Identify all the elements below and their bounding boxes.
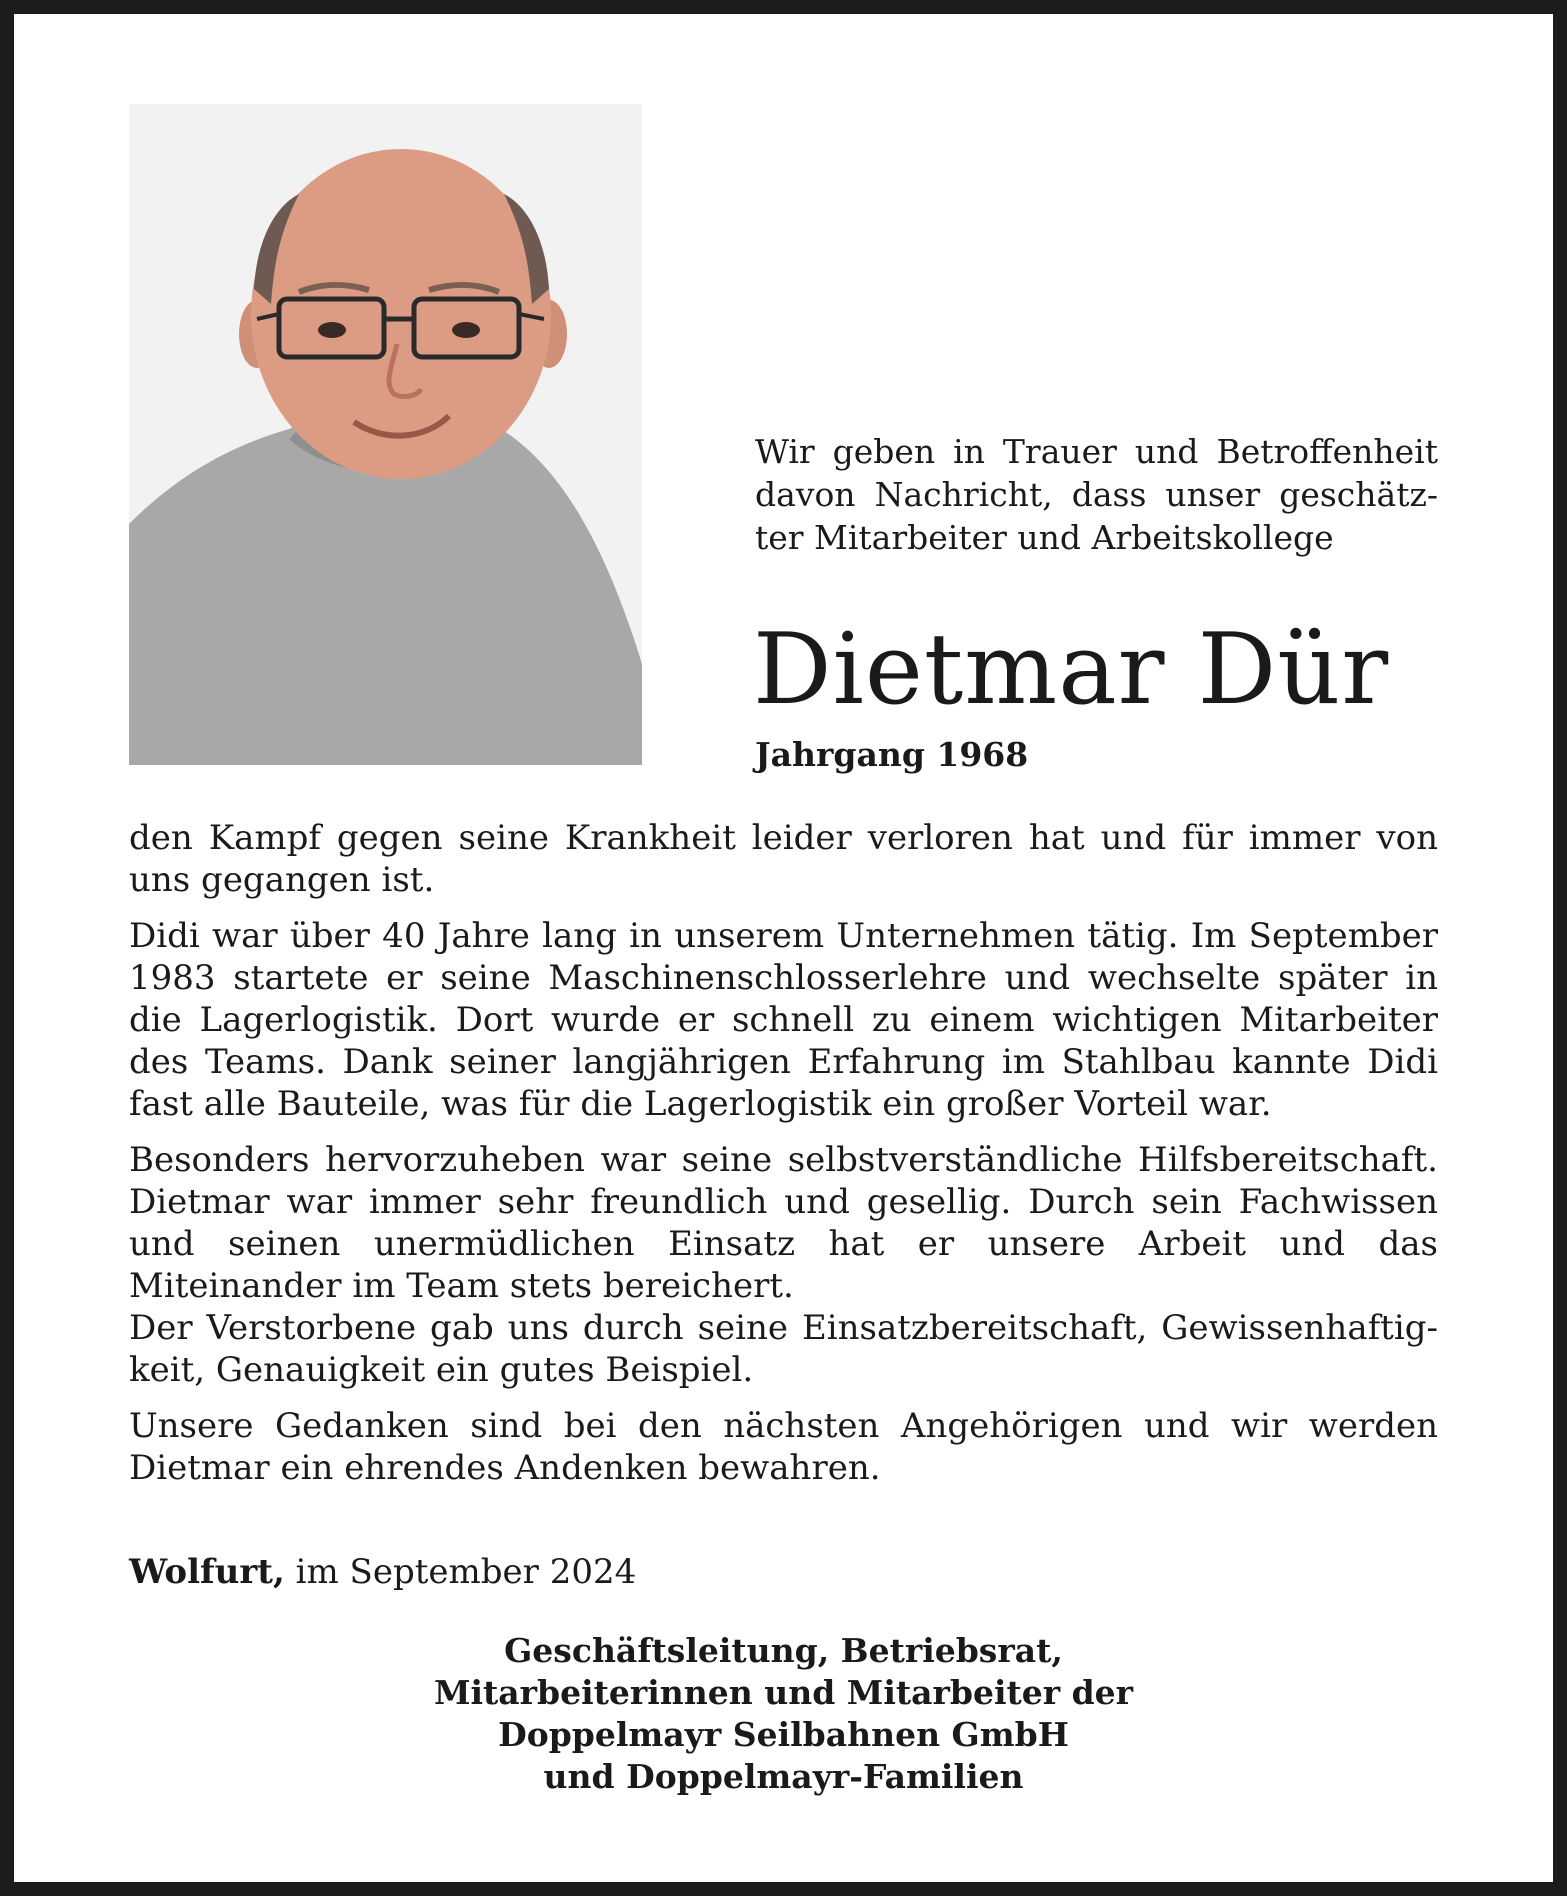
birth-year-label: Jahrgang 1968 [755,735,1029,774]
signature-line-4: und Doppelmayr-Familien [543,1757,1024,1796]
date-text: im September 2024 [284,1552,637,1592]
portrait-photo [129,104,642,765]
paragraph-3: Besonders hervorzuheben war seine selbstverständliche Hilfsbereitschaft. Dietmar war immer sehr freundlich und gesellig. Durch sein Fachwissen und seinen unermüdlichen Einsatz hat er unsere Arbeit und das Miteinander im Team stets bereichert. [129,1140,1438,1306]
paragraph-4: Der Verstorbene gab uns durch seine Einsatzbereitschaft, Gewissenhaftigkeit, Genauigkeit ein gutes Beispiel. [129,1308,1438,1390]
signature-line-1: Geschäftsleitung, Betriebsrat, [504,1631,1063,1670]
obituary-body [129,817,1438,1503]
paragraph-1: den Kampf gegen seine Krankheit leider verloren hat und für immer von uns gegangen ist. [129,818,1438,900]
signature-block [200,1630,1367,1798]
place-date-line [129,1550,636,1594]
place-name: Wolfurt, [129,1552,285,1592]
signature-line-2: Mitarbeiterinnen und Mitarbeiter der [433,1673,1134,1712]
paragraph-2: Didi war über 40 Jahre lang in unserem Unternehmen tätig. Im September 1983 startete er seine Maschinenschlosserlehre und wechselte später in die Lagerlogistik. Dort wurde er schnell zu einem wichtigen Mitarbeiter des Teams. Dank seiner langjährigen Erfahrung im Stahlbau kannte Didi fast alle Bauteile, was für die Lagerlogistik ein großer Vorteil war. [129,916,1438,1124]
deceased-name: Dietmar Dür [753,613,1390,727]
intro-text: Wir geben in Trauer und Betroffenheit davon Nachricht, dass unser geschätzter Mitarbeiter und Arbeitskollege [755,432,1438,557]
paragraph-5: Unsere Gedanken sind bei den nächsten Angehörigen und wir werden Dietmar ein ehrendes Andenken bewahren. [129,1406,1438,1488]
signature-line-3: Doppelmayr Seilbahnen GmbH [498,1715,1069,1754]
